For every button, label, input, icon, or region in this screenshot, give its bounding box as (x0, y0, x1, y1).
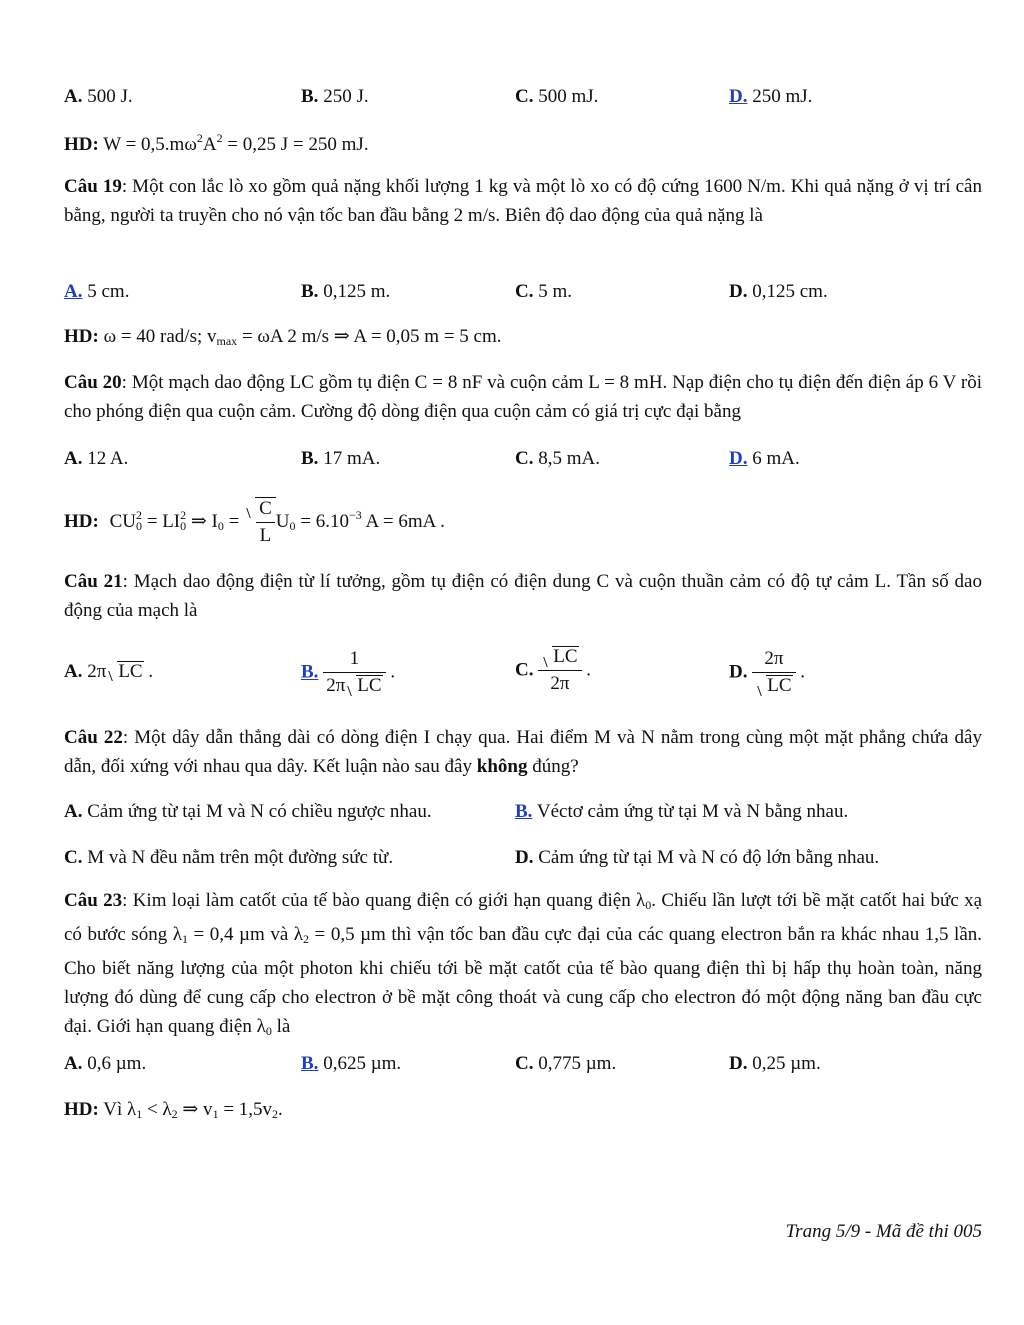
q22-option-d: D. Cảm ứng từ tại M và N có độ lớn bằng nhau. (515, 847, 880, 868)
q20-question: Câu 20: Một mạch dao động LC gồm tụ điện C = 8 nF và cuộn cảm L = 8 mH. Nạp điện cho tụ điện đến điện áp 6 V rồi cho phóng điện qua cuộn cảm. Cường độ dòng điện qua cuộn cảm có giá trị cực đại bằng (64, 372, 982, 422)
q18-option-b: B. 250 J. (301, 86, 369, 107)
q18-option-a: A. 500 J. (64, 86, 133, 107)
q21-option-d: D. $\frac{2\pi}{LC}$ . (729, 648, 806, 696)
fraction: $\frac{C}{L}$ (256, 498, 275, 547)
q18-solution: HD: $W = 0,5.m\omega^2A^2 = 0,25$ J = 250 mJ. (64, 131, 369, 155)
sqrt-symbol: LC (106, 660, 143, 684)
q21-option-a: A. 2π LC . (64, 661, 154, 682)
fraction: $\frac{1}{\text{2π LC}}$ (323, 648, 385, 697)
correct-answer-marker: D. (729, 448, 748, 469)
sqrt-symbol (244, 497, 276, 547)
q23-option-c: C. 0,775 µm. (515, 1053, 617, 1074)
q20-solution: HD: $CU_0^2 = LI_0^2$ ⇒ $I_0$ = $\frac{C}{L}$ $U_0 = 6.10^{-3}$ A = 6mA . (64, 498, 445, 546)
sqrt-symbol: LC (755, 675, 792, 697)
q22-option-c: C. M và N đều nằm trên một đường sức từ. (64, 847, 394, 868)
q20-option-b: B. 17 mA. (301, 448, 381, 469)
q19-question: Câu 19: Một con lắc lò xo gồm quả nặng khối lượng 1 kg và một lò xo có độ cứng 1600 N/m. Khi quả nặng ở vị trí cân bằng, người ta truyền cho nó vận tốc ban đầu bằng 2 m/s. Biên độ dao động của quả nặng là (64, 176, 982, 226)
q19-option-c: C. 5 m. (515, 281, 573, 302)
q19-solution: HD: ω = 40 rad/s; $v_{max} = \omega A$ 2 m/s ⇒ A = 0,05 m = 5 cm. (64, 326, 502, 348)
correct-answer-marker: B. (301, 1053, 319, 1074)
q22-question: Câu 22: Một dây dẫn thẳng dài có dòng điện I chạy qua. Hai điểm M và N nằm trong cùng một mặt phẳng chứa dây dẫn, đối xứng với nhau qua dây. Kết luận nào sau đây không đúng? (64, 727, 982, 777)
fraction: $\frac{2\pi}{LC}$ (752, 648, 795, 697)
page-footer: Trang 5/9 - Mã đề thi 005 (785, 1221, 982, 1242)
q22-option-a: A. Cảm ứng từ tại M và N có chiều ngược nhau. (64, 801, 432, 822)
q21-option-c: C. $\frac{LC}{2\pi}$ . (515, 646, 592, 694)
q22-option-b: B. Véctơ cảm ứng từ tại M và N bằng nhau. (515, 801, 849, 822)
correct-answer-marker: A. (64, 281, 83, 302)
q18-option-d: D. 250 mJ. (729, 86, 813, 107)
correct-answer-marker: D. (729, 86, 748, 107)
q23-option-d: D. 0,25 µm. (729, 1053, 821, 1074)
q23-option-b: B. 0,625 µm. (301, 1053, 402, 1074)
q19-option-a: A. 5 cm. (64, 281, 130, 302)
q18-option-c: C. 500 mJ. (515, 86, 599, 107)
q19-option-d: D. 0,125 cm. (729, 281, 828, 302)
correct-answer-marker: B. (301, 661, 319, 683)
q20-option-d: D. 6 mA. (729, 448, 800, 469)
q23-option-a: A. 0,6 µm. (64, 1053, 147, 1074)
sqrt-symbol: LC (541, 646, 578, 668)
q21-option-b: B. $\frac{1}{\text{2π LC}}$ . (301, 648, 396, 696)
correct-answer-marker: B. (515, 801, 533, 822)
q23-question: Câu 23: Kim loại làm catốt của tế bào quang điện có giới hạn quang điện $\lambda_0$. Chiếu lần lượt tới bề mặt catốt hai bức xạ có bước sóng $\lambda_1 = 0,4$ µm và $\lambda_2 = 0,5$ µm thì vận tốc ban đầu cực đại của các quang electron bắn ra khác nhau 1,5 lần. Cho biết năng lượng của một photon khi chiếu tới bề mặt catốt của tế bào quang điện thì bị hấp thụ hoàn toàn, năng lượng đó dùng để cung cấp cho electron ở bề mặt công thoát và cung cấp cho electron đó một động năng ban đầu cực đại. Giới hạn quang điện $\lambda_0$ là (64, 890, 983, 1038)
sqrt-symbol: LC (345, 675, 382, 697)
q20-option-a: A. 12 A. (64, 448, 129, 469)
q21-question: Câu 21: Mạch dao động điện từ lí tưởng, gồm tụ điện có điện dung C và cuộn thuần cảm có độ tự cảm L. Tần số dao động của mạch là (64, 571, 982, 621)
fraction: $\frac{LC}{2\pi}$ (538, 646, 581, 695)
q20-option-c: C. 8,5 mA. (515, 448, 600, 469)
q19-option-b: B. 0,125 m. (301, 281, 391, 302)
q23-solution: HD: Vì $\lambda_1 < \lambda_2$ ⇒ $v_1 = 1,5v_2$. (64, 1099, 283, 1121)
